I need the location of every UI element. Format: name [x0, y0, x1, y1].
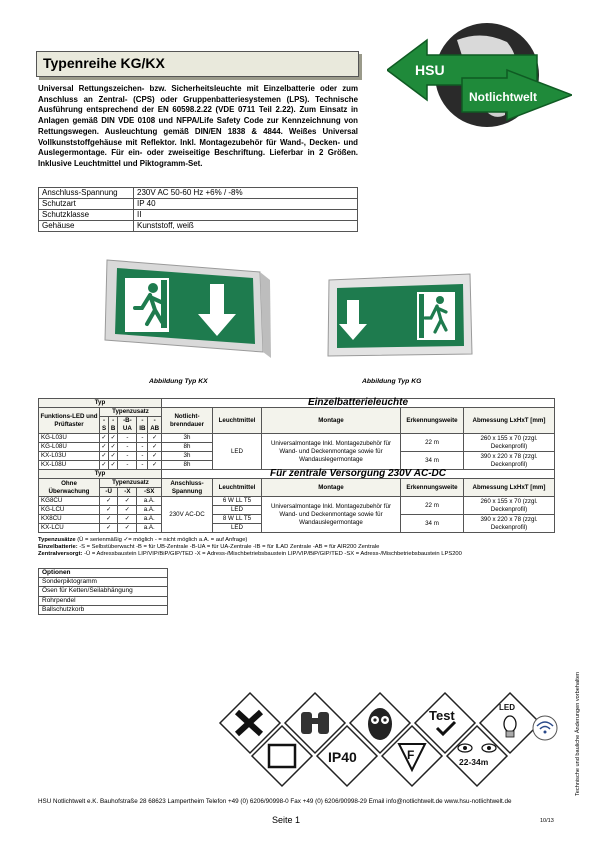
product-table: Typ Einzelbatterieleuchte Funktions-LED und Prüftaster Typenzusatz Notlicht-brenndauer Leuchtmittel Montage Erkennungsweite Abmessung LxHxT [mm] -S -B -B-UA -IB -AB KG-L03U ✓ ✓ - - ✓ 3h LED Universalmontage Inkl. Montagezubehör für Wand- und Deckenmontage sowie für Wandauslegermontage 22 m 260 x 155 x 70 (zzgl. Deckenprofil) KG-L08U ✓ ✓ - - ✓ 8h KX-L03U ✓ ✓ - - ✓ 3h 34 m 390 x 220 x 78 (zzgl. Deckenprofil) KX-L08U ✓ ✓ - - ✓ 8h Typ Für zentrale Versorgung 230V AC-DC Ohne Überwachung Typenzusatz Anschluss-Spannung Leuchtmittel Montage Erkennungsweite Abmessung LxHxT [mm] -Ü -X -SX KG8CU ✓ ✓ a.A. 230V AC-DC 6 W LL T5 Universalmontage Inkl. Montagezubehör für Wand- und Deckenmontage sowie für Wandauslegermontage 22 m 260 x 155 x 70 (zzgl. Deckenprofil) KG-LCU ✓ ✓ a.A. LED KX8CU ✓ ✓ a.A. 8 W LL T5 34 m 390 x 220 x 78 (zzgl. Deckenprofil) KX-LCU ✓ ✓ a.A. LED: [38, 398, 555, 533]
owl-icon: [368, 708, 392, 740]
svg-text:F: F: [407, 748, 415, 762]
table-row: KG-L08U ✓ ✓ - - ✓ 8h: [39, 443, 555, 452]
table-row: KG-L03U ✓ ✓ - - ✓ 3h LED Universalmontage Inkl. Montagezubehör für Wand- und Deckenmontage sowie für Wandauslegermontage 22 m 260 x 155 x 70 (zzgl. Deckenprofil): [39, 434, 555, 443]
product-image-kx: [95, 250, 275, 365]
bulb-icon: [504, 716, 516, 737]
table-row: KG8CU ✓ ✓ a.A. 230V AC-DC 6 W LL T5 Universalmontage Inkl. Montagezubehör für Wand- und Deckenmontage sowie für Wandauslegermontage 22 m 260 x 155 x 70 (zzgl. Deckenprofil): [39, 497, 555, 506]
table-row: KG-LCU ✓ ✓ a.A. LED: [39, 506, 555, 515]
footer-address: HSU Notlichtwelt e.K. Bauhofstraße 28 68623 Lampertheim Telefon +49 (0) 6206/90998-0 Fax +49 (0) 6206/90998-29 Email info@notlichtwelt.de www.hsu-notlichtwelt.de: [38, 798, 512, 805]
certification-icons: [215, 688, 565, 793]
protection-class-icon: [269, 745, 295, 767]
section-zentral: Für zentrale Versorgung 230V AC-DC: [162, 470, 555, 479]
section-einzelbatterie: Einzelbatterieleuchte: [162, 399, 555, 408]
caption-kg: Abbildung Typ KG: [362, 378, 422, 385]
page-title: Typenreihe KG/KX: [43, 55, 165, 71]
caption-kx: Abbildung Typ KX: [149, 378, 208, 385]
options-table: [38, 568, 168, 615]
title-box: [36, 51, 359, 77]
logo-hsu: HSU: [415, 62, 445, 78]
ip-rating: IP40: [328, 749, 357, 765]
table-row: KX-L03U ✓ ✓ - - ✓ 3h 34 m 390 x 220 x 78 (zzgl. Deckenprofil): [39, 452, 555, 461]
table-row: KX8CU ✓ ✓ a.A. 8 W LL T5 34 m 390 x 220 x 78 (zzgl. Deckenprofil): [39, 515, 555, 524]
product-image-kg: [325, 270, 475, 365]
spec-row: Gehäuse Kunststoff, weiß: [39, 221, 358, 232]
table-row: KX-L08U ✓ ✓ - - ✓ 8h: [39, 461, 555, 470]
list-item: Rohrpendel: [39, 596, 168, 605]
list-item: Ballschutzkorb: [39, 605, 168, 614]
wireless-icon: [533, 716, 557, 740]
list-item: Sonderpiktogramm: [39, 578, 168, 587]
typ-header: Typ: [39, 399, 162, 408]
spec-row: Anschluss-Spannung 230V AC 50-60 Hz +6% / -8%: [39, 188, 358, 199]
logo-notlichtwelt: Notlichtwelt: [469, 90, 537, 104]
intro-text: Universal Rettungszeichen- bzw. Sicherheitsleuchte mit Einzelbatterie oder zum Anschluss an Zentral- (CPS) oder Gruppenbatteriesystemen (LPS). Technische Ausführung entsprechend der EN 60598.2.22 (VDE 0711 Teil 2.22). Zum Einsatz in Anlagen gemäß DIN VDE 0108 und NFPA/Life Safety Code zur Kennzeichnung von Rettungswegen. Ausleuchtung gemäß DIN/EN 1838 & 4844. Weißes Universal Vollkunststoffgehäuse mit Reflektor. Inkl. Montagezubehör für Wand-, Decken- und Auslegermontage. Für ein- oder zweiseitige Beschriftung. Lieferbar in 2 Größen. Inklusive Leuchtmittel und Piktogramm-Set.: [38, 84, 358, 168]
spec-row: Schutzklasse II: [39, 210, 358, 221]
test-label: Test: [429, 708, 455, 723]
options-header: Optionen: [39, 569, 168, 578]
footnotes: Typenzusätze (Ü = serienmäßig ✓= möglich - = nicht möglich a.A. = auf Anfrage) Einzelbatterie: -S = Selbstüberwacht -B = für UB-Zentrale -B-UA = für UA-Zentrale -IB = für ILAD Zentrale -AB = für AIR200 Zentrale Zentralversorgt: -Ü = Adressbaustein LIP/VIP/BiP/GIP/TED -X = Adress-/Mischbetriebsbaustein LIP/VIP/BiP/GIP/TED -SX = Adress-/Mischbetriebsbaustein LPS200: [38, 537, 462, 558]
page-number: Seite 1: [272, 815, 301, 825]
spec-table: [38, 187, 358, 232]
page-code: 10/13: [540, 818, 554, 824]
side-note: Technische und bauliche Änderungen vorbehalten: [575, 671, 581, 796]
led-label: LED: [499, 703, 515, 712]
company-logo: [387, 20, 572, 130]
table-row: KX-LCU ✓ ✓ a.A. LED: [39, 524, 555, 533]
list-item: Ösen für Ketten/Seilabhängung: [39, 587, 168, 596]
range-label: 22-34m: [459, 757, 489, 767]
spec-row: Schutzart IP 40: [39, 199, 358, 210]
